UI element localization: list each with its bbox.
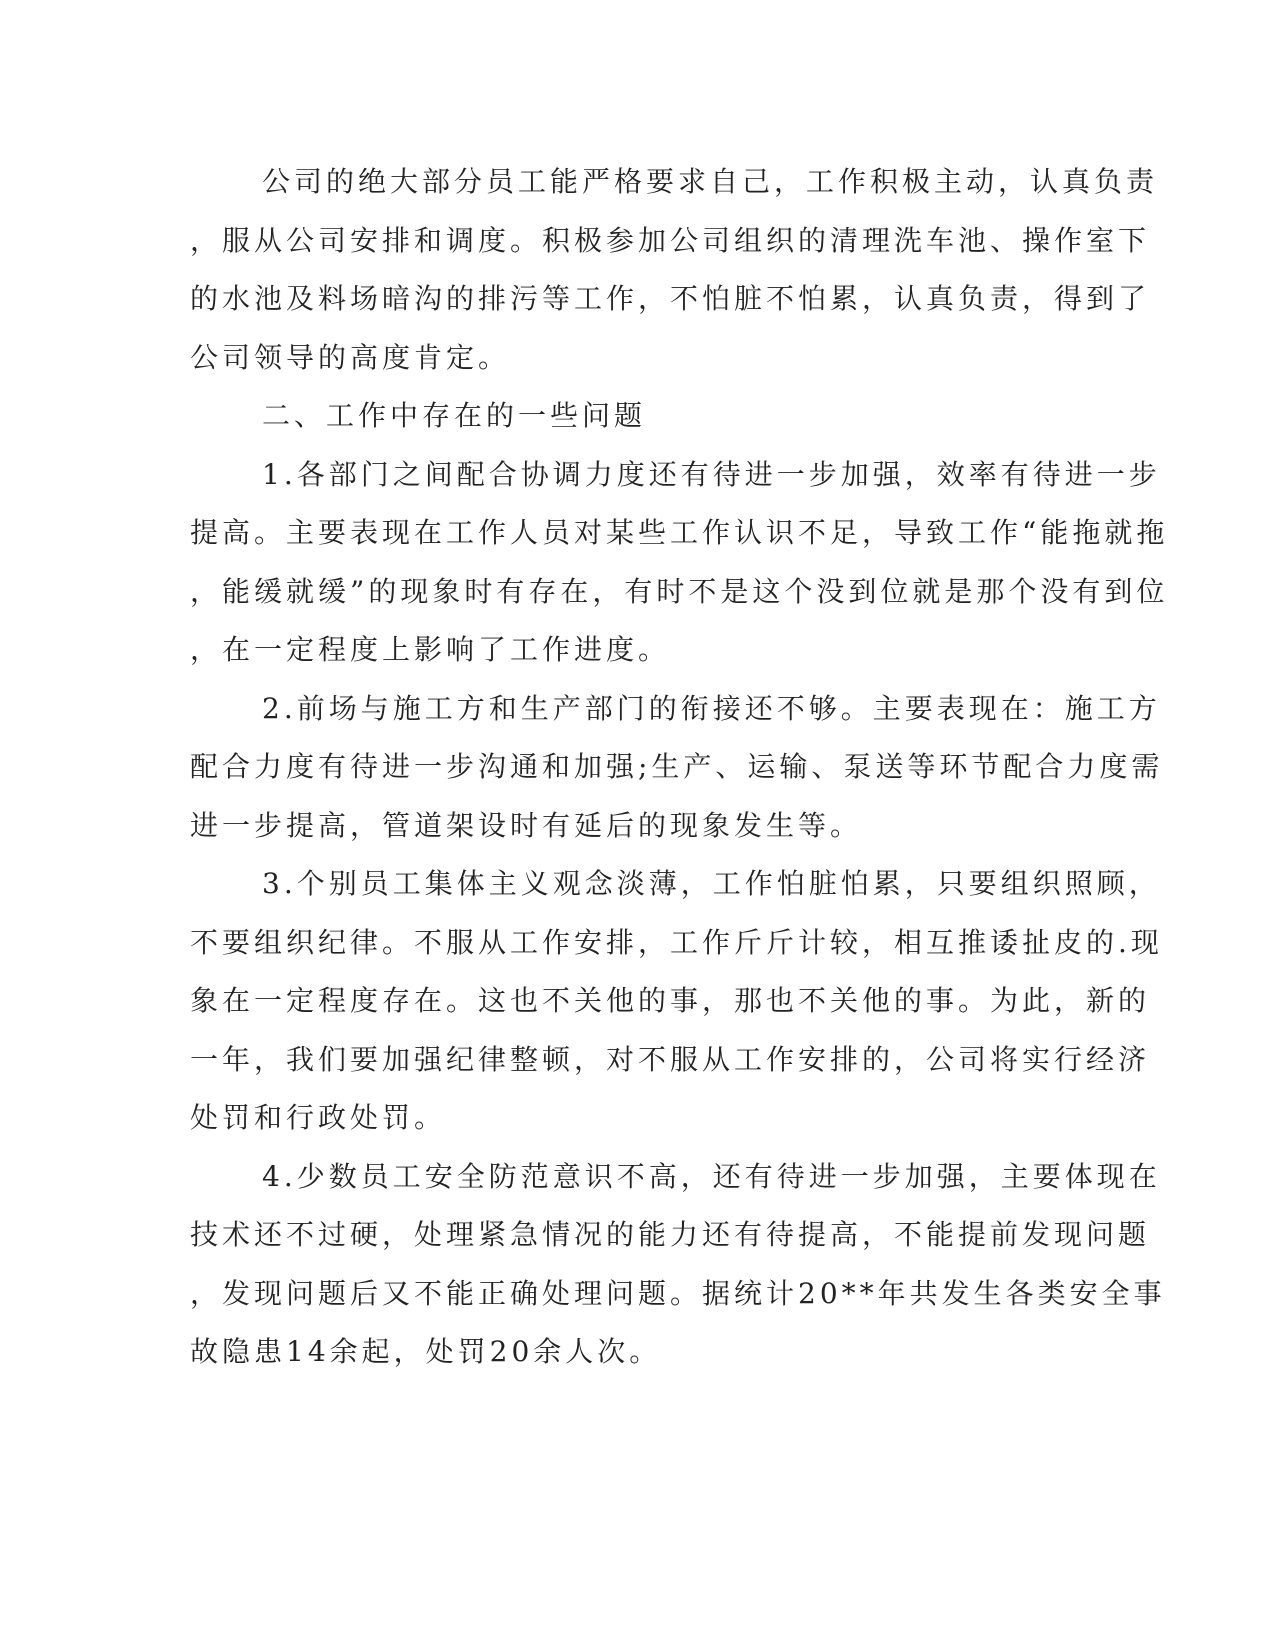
text-line: 一年，我们要加强纪律整顿，对不服从工作安排的，公司将实行经济 xyxy=(190,1043,1151,1076)
text-line: 故隐患14余起，处罚20余人次。 xyxy=(190,1335,662,1368)
section-heading: 二、工作中存在的一些问题 xyxy=(262,399,647,432)
text-line: ，在一定程度上影响了工作进度。 xyxy=(190,633,671,666)
text-line: 不要组织纪律。不服从工作安排，工作斤斤计较，相互推诿扯皮的.现 xyxy=(190,926,1163,959)
text-line: 1.各部门之间配合协调力度还有待进一步加强，效率有待进一步 xyxy=(262,458,1161,491)
text-line: 技术还不过硬，处理紧急情况的能力还有待提高，不能提前发现问题 xyxy=(190,1218,1151,1251)
text-line: 配合力度有待进一步沟通和加强;生产、运输、泵送等环节配合力度需 xyxy=(190,750,1164,783)
text-line: ，能缓就缓”的现象时有存在，有时不是这个没到位就是那个没有到位 xyxy=(190,575,1169,608)
text-line: 2.前场与施工方和生产部门的衔接还不够。主要表现在：施工方 xyxy=(262,692,1161,725)
text-line: ，发现问题后又不能正确处理问题。据统计20**年共发生各类安全事 xyxy=(190,1277,1166,1310)
text-line: 进一步提高，管道架设时有延后的现象发生等。 xyxy=(190,809,863,842)
text-line: 的水池及料场暗沟的排污等工作，不怕脏不怕累，认真负责，得到了 xyxy=(190,282,1151,315)
text-line: 处罚和行政处罚。 xyxy=(190,1101,447,1134)
text-line: 公司领导的高度肯定。 xyxy=(190,341,511,374)
text-line: 提高。主要表现在工作人员对某些工作认识不足，导致工作“能拖就拖 xyxy=(190,516,1169,549)
text-line: 公司的绝大部分员工能严格要求自己，工作积极主动，认真负责 xyxy=(262,165,1159,198)
text-line: 象在一定程度存在。这也不关他的事，那也不关他的事。为此，新的 xyxy=(190,984,1151,1017)
text-line: 4.少数员工安全防范意识不高，还有待进一步加强，主要体现在 xyxy=(262,1160,1161,1193)
text-line: 3.个别员工集体主义观念淡薄，工作怕脏怕累，只要组织照顾， xyxy=(262,867,1161,900)
text-line: ，服从公司安排和调度。积极参加公司组织的清理洗车池、操作室下 xyxy=(190,224,1151,257)
